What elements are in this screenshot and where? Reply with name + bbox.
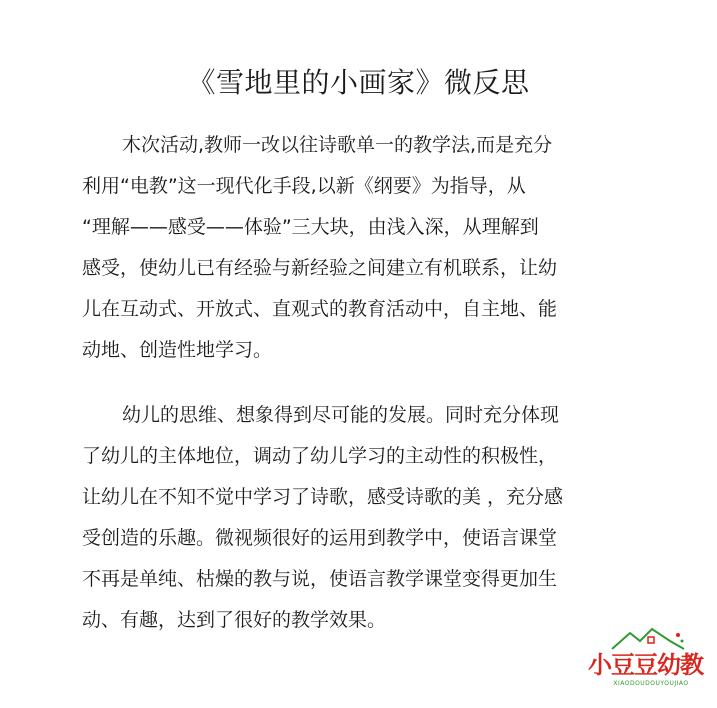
document-title: 《雪地里的小画家》微反思: [187, 66, 530, 99]
watermark-logo: [583, 625, 711, 705]
paragraph-1: [82, 125, 632, 371]
paragraph-line: 受创造的乐趣。微视频很好的运用到教学中，使语言课堂: [82, 527, 558, 549]
logo-wordmark: 小豆豆幼教: [588, 651, 703, 679]
paragraph-line: 了幼儿的主体地位，调动了幼儿学习的主动性的积极性，: [82, 445, 558, 467]
paragraph-line: 动地、创造性地学习。: [82, 339, 273, 361]
paragraph-line: 不再是单纯、枯燥的教与说，使语言教学课堂变得更加生: [82, 568, 558, 590]
logo-subtext: XIAODOUDOUYOUJIAO: [613, 680, 689, 687]
paragraph-line: 让幼儿在不知不觉中学习了诗歌，感受诗歌的美 ，充分感: [82, 486, 564, 508]
paragraph-2: [82, 395, 632, 641]
paragraph-line: “理解——感受——体验”三大块，由浅入深，从理解到: [82, 216, 539, 238]
paragraph-line: 幼儿的思维、想象得到尽可能的发展。同时充分体现: [122, 404, 560, 426]
paragraph-line: 利用“电教”这一现代化手段,以新《纲要》为指导，从: [82, 175, 526, 197]
paragraph-line: 木次活动,教师一改以往诗歌单一的教学法,而是充分: [122, 134, 553, 156]
paragraph-line: 感受，使幼儿已有经验与新经验之间建立有机联系，让幼: [82, 257, 558, 279]
paragraph-line: 动、有趣，达到了很好的教学效果。: [82, 609, 387, 631]
paragraph-line: 儿在互动式、开放式、直观式的教育活动中，自主地、能: [82, 298, 558, 320]
